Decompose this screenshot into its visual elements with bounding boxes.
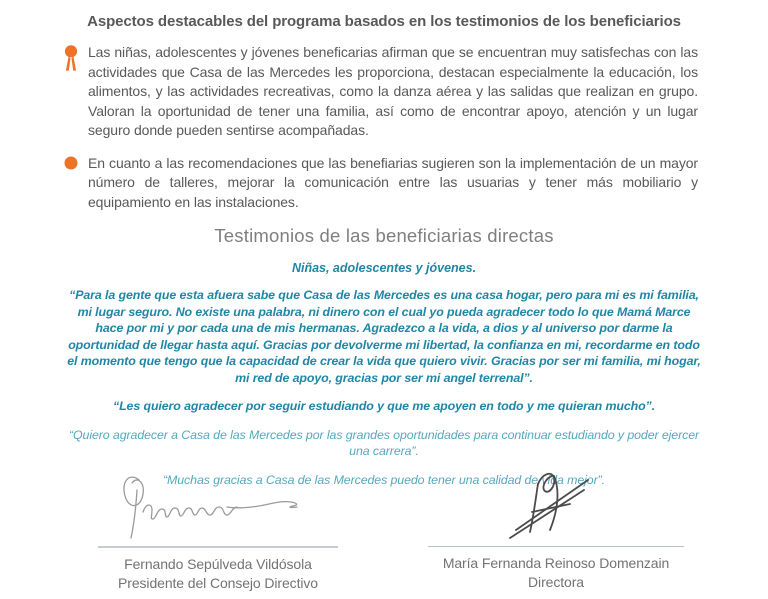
award-ribbon-icon bbox=[64, 43, 79, 141]
list-item-text: Las niñas, adolescentes y jóvenes beneficarias afirman que se encuentran muy satisfechas con las actividades que Casa de las Mercedes les proporciona, destacan especialmente la educación, los alimentos, y las actividades recreativas, como la danza aérea y las salidas que realizan en grupo. Valoran la oportunidad de tener una familia, así como de encontrar apoyo, atención y un lugar seguro donde pueden sentirse acompañadas. bbox=[88, 44, 698, 138]
list-item-text: En cuanto a las recomendaciones que las benefiarias sugieren son la implementación de un mayor número de talleres, mejorar la comunicación entre las usuarias y tener más mobiliario y equipamiento en las instalaciones. bbox=[88, 154, 698, 210]
testimonials-heading: Testimonios de las beneficiarias directas bbox=[214, 225, 554, 246]
testimonial-quote: “Para la gente que esta afuera sabe que Casa de las Mercedes es una casa hogar, pero para mi es mi familia, mi lugar seguro. No existe una palabra, ni dinero con el cual yo pueda agradecer todo lo que Mamá Marce hace por mi y por cada una de mis hermanas. Agradezco a la vida, a dios y al universo por darme la oportunidad de llegar hasta aquí. Gracias por devolverme mi libertad, la confianza en mi, recordarme en todo el momento que tengo que la capacidad de crear la vida que quiero vivir. Gracias por ser mi familia, mi hogar, mi red de apoyo, gracias por ser mi angel terrenal”. bbox=[67, 288, 701, 385]
signature-line bbox=[98, 546, 338, 548]
signature-image bbox=[92, 466, 344, 542]
signature-line bbox=[428, 546, 684, 547]
list-item bbox=[64, 154, 698, 213]
signature-image bbox=[422, 466, 690, 542]
page-title: Aspectos destacables del programa basados en los testimonios de los beneficiarios bbox=[87, 13, 681, 30]
highlights-list bbox=[64, 43, 698, 212]
signature-section bbox=[0, 466, 768, 597]
signatory-title: Directora bbox=[528, 574, 584, 590]
testimonial-quote: “Muchas gracias a Casa de las Mercedes puedo tener una calidad de vida mejor”. bbox=[163, 472, 605, 487]
testimonials-subheading: Niñas, adolescentes y jóvenes. bbox=[291, 261, 477, 275]
list-item bbox=[64, 43, 698, 141]
signatory-name: María Fernanda Reinoso Domenzain bbox=[442, 555, 670, 571]
signature-block-president bbox=[92, 466, 344, 593]
testimonial-quote: “Les quiero agradecer por seguir estudiando y que me apoyen en todo y me quieran mucho”. bbox=[112, 399, 655, 413]
signatory-name: Fernando Sepúlveda Vildósola bbox=[124, 556, 312, 572]
signatory-title: Presidente del Consejo Directivo bbox=[118, 575, 318, 591]
circle-bullet-icon bbox=[64, 154, 79, 213]
testimonial-quote: “Quiero agradecer a Casa de las Mercedes por las grandes oportunidades para continuar estudiando y poder ejercer una carrera”. bbox=[68, 427, 700, 458]
signature-block-director bbox=[422, 466, 690, 593]
